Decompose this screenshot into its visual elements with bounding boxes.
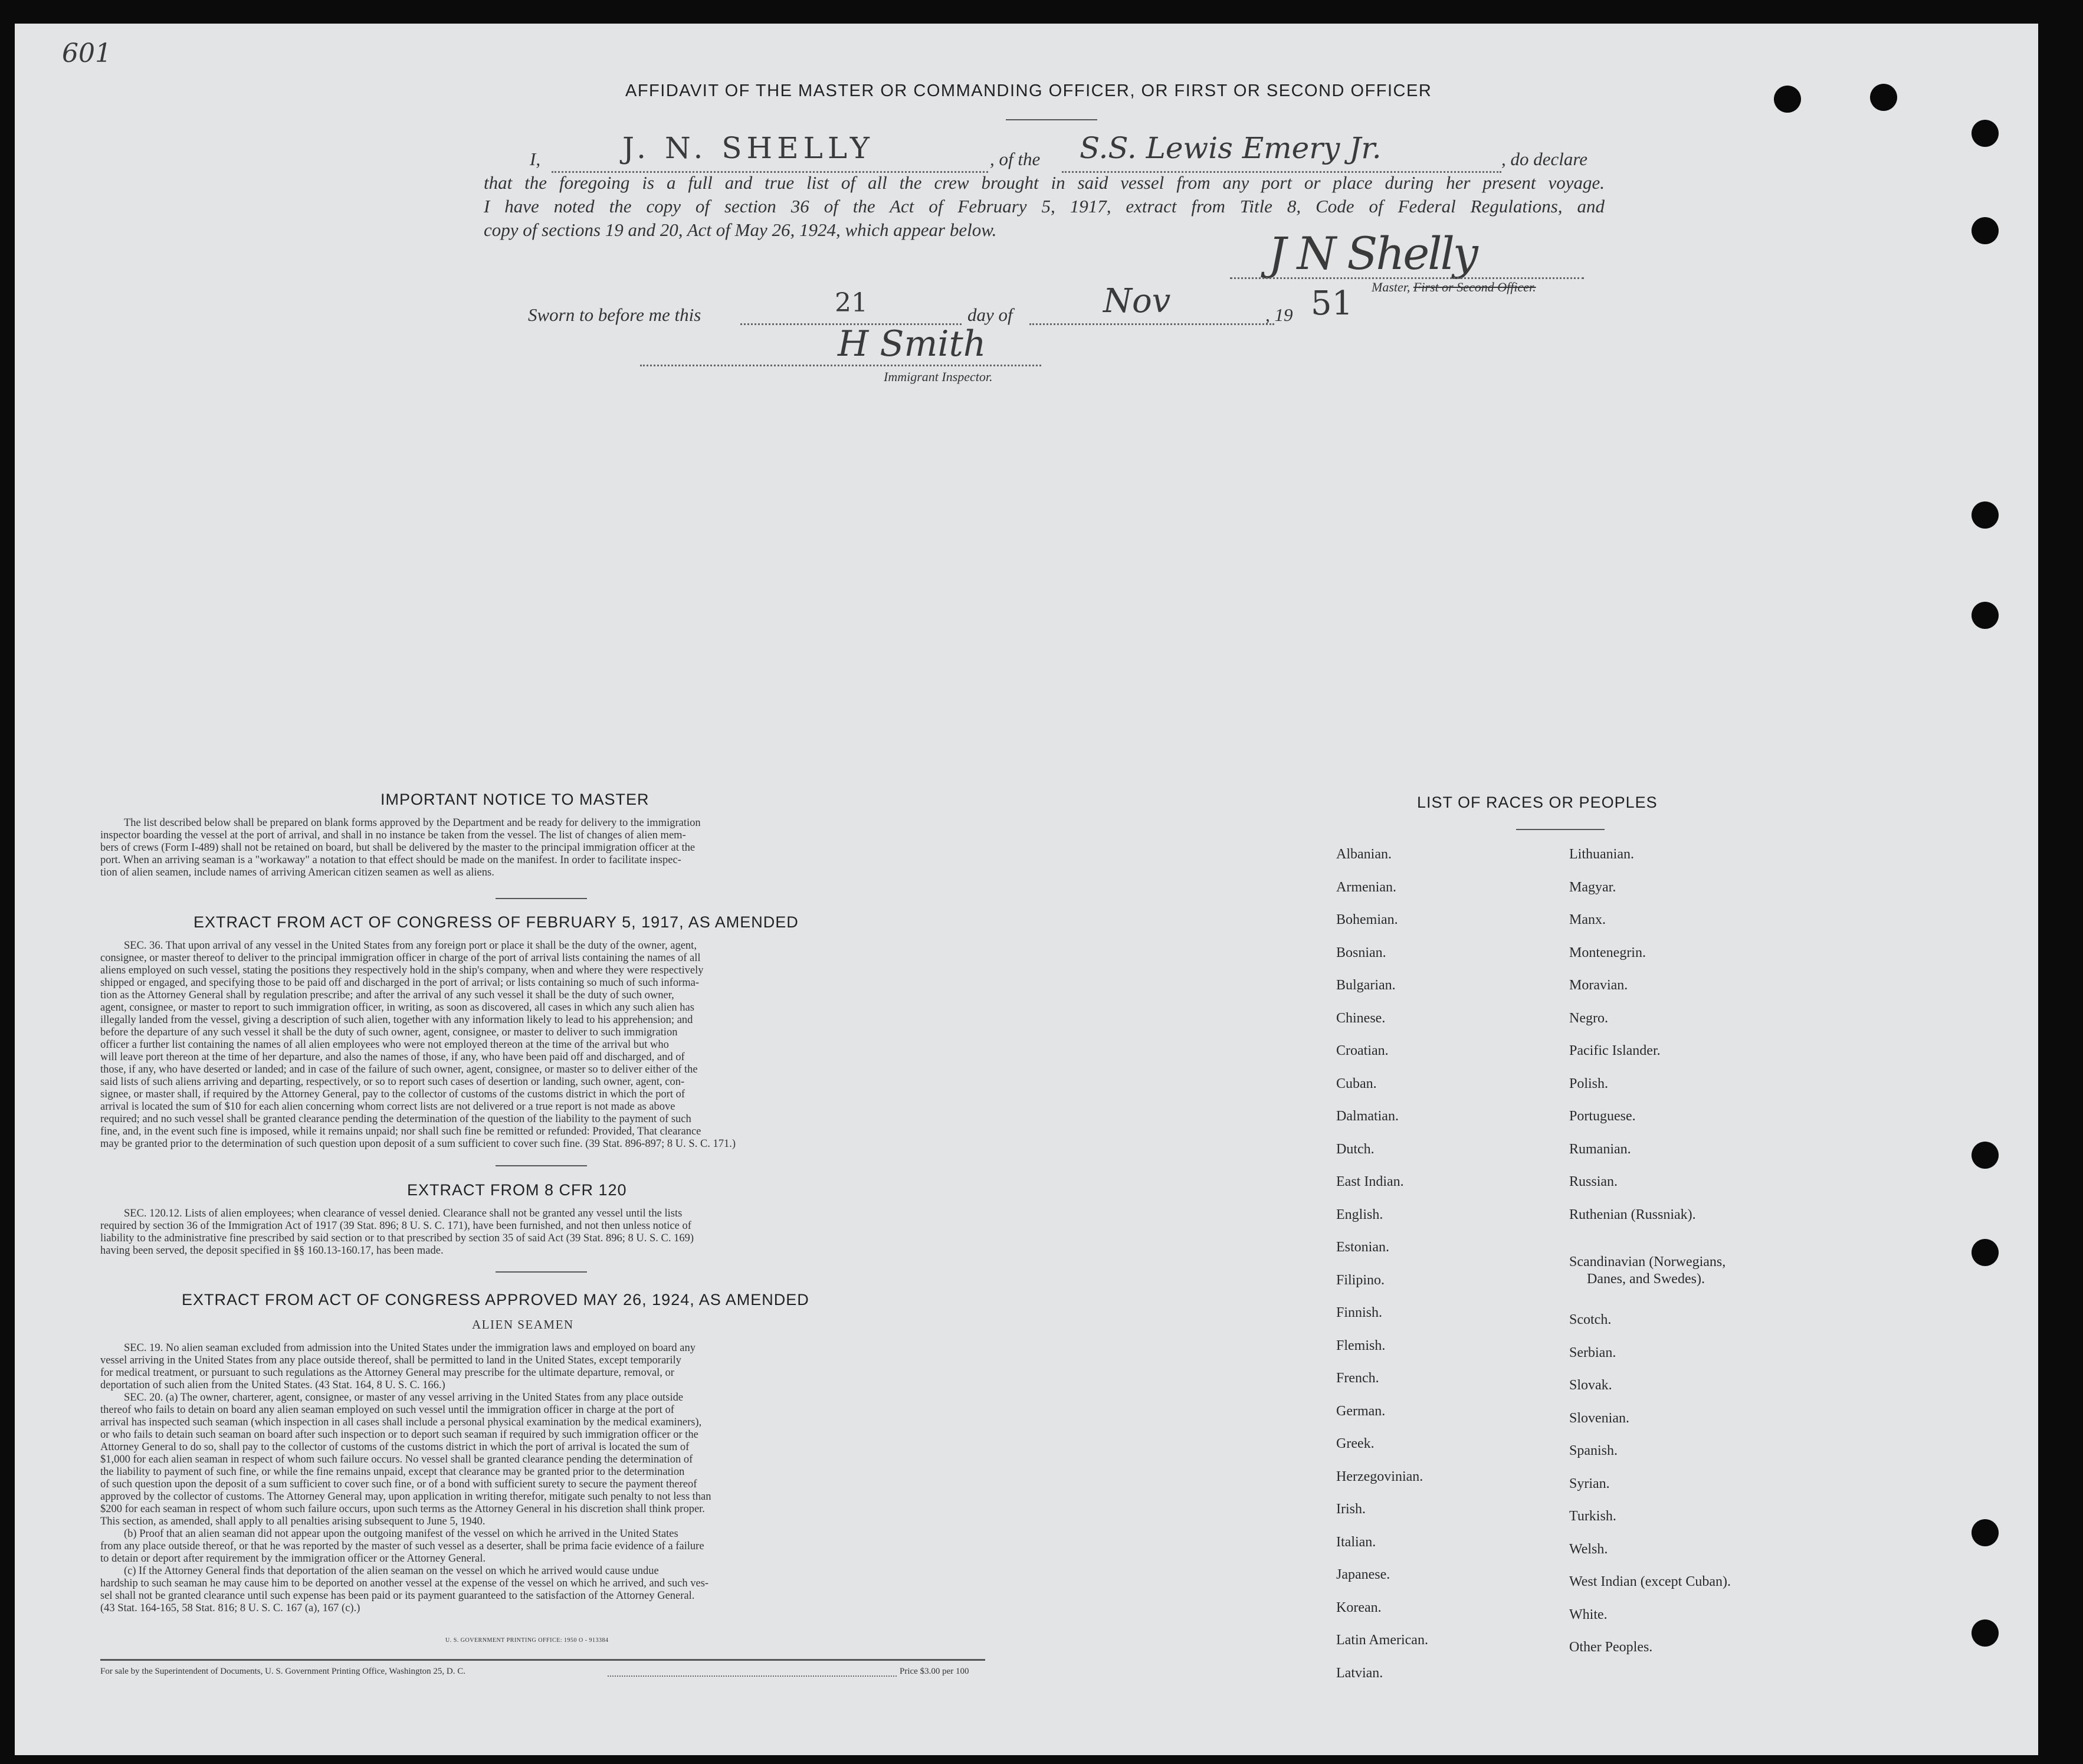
race-item: Armenian. xyxy=(1336,879,1396,895)
footer-left: For sale by the Superintendent of Documents, U. S. Government Printing Office, Washington 25, D. C. xyxy=(100,1667,465,1676)
extract2-text xyxy=(100,1208,976,1257)
race-item: Pacific Islander. xyxy=(1569,1043,1661,1058)
race-item: Welsh. xyxy=(1569,1541,1608,1557)
extract3-subtitle: ALIEN SEAMEN xyxy=(472,1317,574,1332)
race-item: Lithuanian. xyxy=(1569,847,1634,862)
extract3-line: to detain or deport after requirement by the immigration officer or the Attorney General. xyxy=(100,1553,486,1565)
race-item: Chinese. xyxy=(1336,1010,1386,1026)
race-item: Manx. xyxy=(1569,912,1606,927)
of-the-label: , of the xyxy=(990,149,1041,169)
race-item: Danes, and Swedes). xyxy=(1587,1271,1705,1287)
race-item: Rumanian. xyxy=(1569,1141,1631,1157)
extract1-line: those, if any, who have deserted or landed; and in case of the failure of such owner, agent, consignee, or master so to deliver either of the xyxy=(100,1064,698,1076)
title-rule xyxy=(1006,119,1097,120)
signature-line xyxy=(1230,277,1584,279)
notice-title: IMPORTANT NOTICE TO MASTER xyxy=(380,791,649,808)
race-item: German. xyxy=(1336,1403,1386,1419)
races-title: LIST OF RACES OR PEOPLES xyxy=(1417,794,1658,811)
corner-note: 601 xyxy=(62,38,111,68)
extract1-line: before the departure of any such vessel it shall be the duty of such owner, agent, consignee, or master to deliver to such immigration xyxy=(100,1027,678,1038)
day-of-label: day of xyxy=(967,304,1013,325)
punch-hole xyxy=(1972,217,1999,244)
inspector-signature: H Smith xyxy=(838,323,986,365)
sworn-day: 21 xyxy=(835,288,868,318)
extract1-line: will leave port thereon at the time of her departure, and also the names of those, if any, who have been paid off and discharged, and of xyxy=(100,1051,685,1063)
race-item: Bohemian. xyxy=(1336,912,1398,927)
extract2-line: SEC. 120.12. Lists of alien employees; when clearance of vessel denied. Clearance shall not be granted any vessel until the lists xyxy=(124,1208,683,1219)
extract1-line: officer a further list containing the names of all alien employees who were not employed thereon at the time of the arrival but who xyxy=(100,1039,669,1051)
section-divider xyxy=(496,898,587,899)
extract3-line: for medical treatment, or pursuant to such regulations as the Attorney General may prescribe for the ultimate departure, removal, or xyxy=(100,1367,674,1379)
race-item: Ruthenian (Russniak). xyxy=(1569,1206,1696,1222)
extract3-line: sel shall not be granted clearance until such expense has been paid or its payment guaranteed to the satisfaction of the Attorney General. xyxy=(100,1590,695,1602)
extract3-line: Attorney General to do so, shall pay to the collector of customs of the customs district in which the port of arrival is located the sum of xyxy=(100,1441,690,1453)
extract1-line: illegally landed from the vessel, giving a description of such alien, together with any information likely to lead to his apprehension; and xyxy=(100,1014,693,1026)
extract2-title: EXTRACT FROM 8 CFR 120 xyxy=(407,1181,627,1199)
inspector-label: Immigrant Inspector. xyxy=(884,369,993,384)
race-item: Other Peoples. xyxy=(1569,1640,1653,1655)
inspector-line xyxy=(640,365,1041,366)
race-item: Flemish. xyxy=(1336,1337,1386,1353)
extract1-line: signee, or master shall, if required by the Attorney General, pay to the collector of customs of the customs district in which the port of xyxy=(100,1088,685,1100)
race-item: Cuban. xyxy=(1336,1076,1377,1091)
extract1-line: required; and no such vessel shall be granted clearance pending the determination of the question of the liability to the payment of such xyxy=(100,1113,691,1125)
race-item: Filipino. xyxy=(1336,1272,1385,1288)
race-item: Latin American. xyxy=(1336,1632,1428,1648)
section-divider xyxy=(496,1165,587,1166)
race-item: Slovenian. xyxy=(1569,1410,1629,1426)
race-item: Japanese. xyxy=(1336,1567,1390,1582)
race-item: Albanian. xyxy=(1336,847,1392,862)
extract3-line: SEC. 20. (a) The owner, charterer, agent, consignee, or master of any vessel arriving in the United States from any place outside xyxy=(124,1392,684,1404)
extract2-line: having been served, the deposit specified in §§ 160.13-160.17, has been made. xyxy=(100,1245,444,1257)
extract3-line: $200 for each seaman in respect of whom such failure occurs, upon such terms as the Attorney General in his discretion shall think proper. xyxy=(100,1503,705,1515)
punch-hole xyxy=(1972,1619,1999,1647)
race-item: Finnish. xyxy=(1336,1305,1383,1320)
extract3-line: $1,000 for each alien seaman in respect of whom such failure occurs. No vessel shall be granted clearance pending the determination of xyxy=(100,1454,693,1465)
section-divider xyxy=(496,1271,587,1273)
extract3-line: This section, as amended, shall apply to all penalties arising subsequent to June 5, 1940. xyxy=(100,1516,486,1527)
race-item: Dutch. xyxy=(1336,1141,1375,1157)
affidavit-line-1: that the foregoing is a full and true list of all the crew brought in said vessel from any port or place during her present voyage. xyxy=(484,172,1605,193)
race-item: Italian. xyxy=(1336,1534,1376,1550)
master-label-text: Master, xyxy=(1372,280,1410,294)
punch-hole xyxy=(1972,1239,1999,1266)
officer-name: J. N. SHELLY xyxy=(622,131,874,165)
race-item: Serbian. xyxy=(1569,1345,1616,1360)
extract3-text xyxy=(100,1342,982,1615)
affidavit-line-3: copy of sections 19 and 20, Act of May 26, 1924, which appear below. xyxy=(484,219,997,240)
extract3-line: hardship to such seaman he may cause him to be deported on another vessel at the expense of the vessel on which he arrived, and such ves- xyxy=(100,1578,709,1589)
extract1-line: fine, and, in the event such fine is imposed, while it remains unpaid; nor shall such fine be remitted or refunded: Provided, That clearance xyxy=(100,1126,701,1137)
struck-officer-label: First or Second Officer. xyxy=(1413,280,1536,294)
extract3-line: (43 Stat. 164-165, 58 Stat. 816; 8 U. S. C. 167 (a), 167 (c).) xyxy=(100,1602,360,1614)
notice-line: port. When an arriving seaman is a "workaway" a notation to that effect should be made on the manifest. In order to facilitate inspec- xyxy=(100,854,681,866)
race-item: Irish. xyxy=(1336,1501,1366,1517)
extract3-line: of such question upon the deposit of a sum sufficient to cover such fine, or of a bond with sufficient surety to secure the payment thereof xyxy=(100,1478,697,1490)
extract3-line: SEC. 19. No alien seaman excluded from admission into the United States under the immigration laws and employed on board any xyxy=(124,1342,696,1354)
extract3-line: the liability to payment of such fine, or while the fine remains unpaid, except that clearance may be granted prior to the determination xyxy=(100,1466,685,1478)
notice-line: tion of alien seamen, include names of arriving American citizen seamen as well as aliens. xyxy=(100,867,494,878)
pronoun: I, xyxy=(530,149,541,169)
race-item: Turkish. xyxy=(1569,1509,1616,1524)
extract1-line: may be granted prior to the determination of such question upon deposit of a sum sufficient to cover such fine. (39 Stat. 896-897; 8 U. S. C. 171.) xyxy=(100,1138,736,1150)
notice-line: The list described below shall be prepared on blank forms approved by the Department and be ready for delivery to the immigration xyxy=(124,817,701,829)
race-item: Polish. xyxy=(1569,1076,1609,1091)
punch-hole xyxy=(1870,84,1897,111)
extract1-line: consignee, or master thereof to deliver to the principal immigration officer in charge of the port of arrival lists containing the names of all xyxy=(100,952,701,964)
sworn-month: Nov xyxy=(1103,282,1171,320)
race-item: East Indian. xyxy=(1336,1174,1404,1189)
extract3-line: or who fails to detain such seaman on board after such inspection or to deport such seaman if required by such immigration officer or the xyxy=(100,1429,698,1441)
race-item: Estonian. xyxy=(1336,1240,1389,1255)
extract2-line: liability to the administrative fine prescribed by said section or to that prescribed by section 35 of said Act (39 Stat. 896; 8 U. S. C. 169) xyxy=(100,1232,694,1244)
race-item: Syrian. xyxy=(1569,1476,1610,1491)
notice-line: bers of crews (Form I-489) shall not be retained on board, but shall be delivered by the master to the principal immigration officer at the xyxy=(100,842,696,854)
notice-text xyxy=(100,817,976,879)
affidavit-title: AFFIDAVIT OF THE MASTER OR COMMANDING OFFICER, OR FIRST OR SECOND OFFICER xyxy=(625,81,1432,100)
footer-dots xyxy=(608,1676,897,1677)
extract3-line: vessel arriving in the United States from any place outside thereof, shall be permitted to land in the United States, except temporarily xyxy=(100,1355,681,1366)
extract3-title: EXTRACT FROM ACT OF CONGRESS APPROVED MAY 26, 1924, AS AMENDED xyxy=(182,1291,809,1309)
race-item: Negro. xyxy=(1569,1010,1608,1026)
race-item: Herzegovinian. xyxy=(1336,1468,1423,1484)
punch-hole xyxy=(1972,501,1999,529)
extract2-line: required by section 36 of the Immigration Act of 1917 (39 Stat. 896; 8 U. S. C. 171), have been furnished, and not then unless notice of xyxy=(100,1220,691,1232)
race-item: Korean. xyxy=(1336,1599,1382,1615)
extract1-line: tion as the Attorney General shall by regulation prescribe; and after the arrival of any such vessel it shall be the duty of such owner, xyxy=(100,989,674,1001)
extract1-line: arrival is located the sum of $10 for each alien concerning whom correct lists are not delivered or a true report is not made as above xyxy=(100,1101,675,1113)
punch-hole xyxy=(1972,1519,1999,1546)
race-item: Slovak. xyxy=(1569,1378,1612,1393)
race-item: Greek. xyxy=(1336,1436,1375,1451)
extract3-line: deportation of such alien from the United States. (43 Stat. 164, 8 U. S. C. 166.) xyxy=(100,1379,445,1391)
extract3-line: (b) Proof that an alien seaman did not appear upon the outgoing manifest of the vessel on which he arrived in the United States xyxy=(124,1528,678,1540)
printing-office-note: U. S. GOVERNMENT PRINTING OFFICE: 1950 O - 913384 xyxy=(445,1637,609,1644)
punch-hole xyxy=(1774,86,1801,113)
punch-hole xyxy=(1972,602,1999,629)
extract1-text xyxy=(100,940,976,1150)
race-item: Scotch. xyxy=(1569,1312,1612,1327)
race-item: Dalmatian. xyxy=(1336,1109,1399,1124)
race-item: Latvian. xyxy=(1336,1665,1383,1681)
affidavit-line-2: I have noted the copy of section 36 of the Act of February 5, 1917, extract from Title 8, Code of Federal Regulations, and xyxy=(484,196,1605,217)
extract3-line: (c) If the Attorney General finds that deportation of the alien seaman on the vessel on which he arrived would cause undue xyxy=(124,1565,659,1577)
footer-rule xyxy=(100,1659,985,1661)
extract1-title: EXTRACT FROM ACT OF CONGRESS OF FEBRUARY 5, 1917, AS AMENDED xyxy=(193,913,799,931)
race-item: Spanish. xyxy=(1569,1443,1618,1458)
race-item: Montenegrin. xyxy=(1569,945,1646,960)
race-item: Portuguese. xyxy=(1569,1109,1636,1124)
race-item: Scandinavian (Norwegians, xyxy=(1569,1254,1726,1270)
extract1-line: aliens employed on such vessel, stating the positions they respectively hold in the ship's company, when and where they were respectively xyxy=(100,965,704,976)
sworn-year: 51 xyxy=(1311,284,1353,323)
punch-hole xyxy=(1972,1142,1999,1169)
race-item: Croatian. xyxy=(1336,1043,1389,1058)
master-signature: J N Shelly xyxy=(1268,227,1477,280)
extract1-line: said lists of such aliens arriving and departing, respectively, or so to report such cases of desertion or landing, such owner, agent, con- xyxy=(100,1076,685,1088)
footer-right: Price $3.00 per 100 xyxy=(900,1667,969,1676)
month-line xyxy=(1029,323,1274,325)
extract1-line: SEC. 36. That upon arrival of any vessel in the United States from any foreign port or place it shall be the duty of the owner, agent, xyxy=(124,940,697,952)
extract3-line: arrival has inspected such seaman (which inspection in all cases shall include a personal physical examination by the medical examiners), xyxy=(100,1417,702,1428)
extract1-line: shipped or engaged, and specifying those to be paid off and discharged in the port of arrival; or lists containing so much of such informa- xyxy=(100,977,700,989)
master-label xyxy=(1372,280,1536,295)
extract3-line: thereof who fails to detain on board any alien seaman employed on such vessel until the immigration officer in charge at the port of xyxy=(100,1404,674,1416)
extract1-line: agent, consignee, or master to report to such immigration officer, in writing, as soon as discovered, all cases in which any such alien has xyxy=(100,1002,694,1014)
race-item: Russian. xyxy=(1569,1174,1618,1189)
races-title-rule xyxy=(1516,829,1605,830)
race-item: French. xyxy=(1336,1370,1379,1386)
year-prefix: , 19 xyxy=(1265,304,1293,325)
race-item: White. xyxy=(1569,1606,1608,1622)
vessel-name: S.S. Lewis Emery Jr. xyxy=(1080,131,1382,165)
race-item: Bulgarian. xyxy=(1336,978,1396,993)
punch-hole xyxy=(1972,120,1999,147)
race-item: Magyar. xyxy=(1569,879,1616,895)
notice-line: inspector boarding the vessel at the port of arrival, and shall in no instance be taken from the vessel. The list of changes of alien mem- xyxy=(100,829,686,841)
race-item: West Indian (except Cuban). xyxy=(1569,1574,1731,1589)
extract3-line: from any place outside thereof, or that he was reported by the master of such vessel as a deserter, shall be prima facie evidence of a failure xyxy=(100,1540,704,1552)
race-item: Moravian. xyxy=(1569,978,1628,993)
race-item: English. xyxy=(1336,1206,1383,1222)
do-declare-label: , do declare xyxy=(1501,149,1588,169)
race-item: Bosnian. xyxy=(1336,945,1386,960)
sworn-label: Sworn to before me this xyxy=(528,304,701,325)
extract3-line: approved by the collector of customs. The Attorney General may, upon application in writing therefor, mitigate such penalty to not less than xyxy=(100,1491,711,1503)
